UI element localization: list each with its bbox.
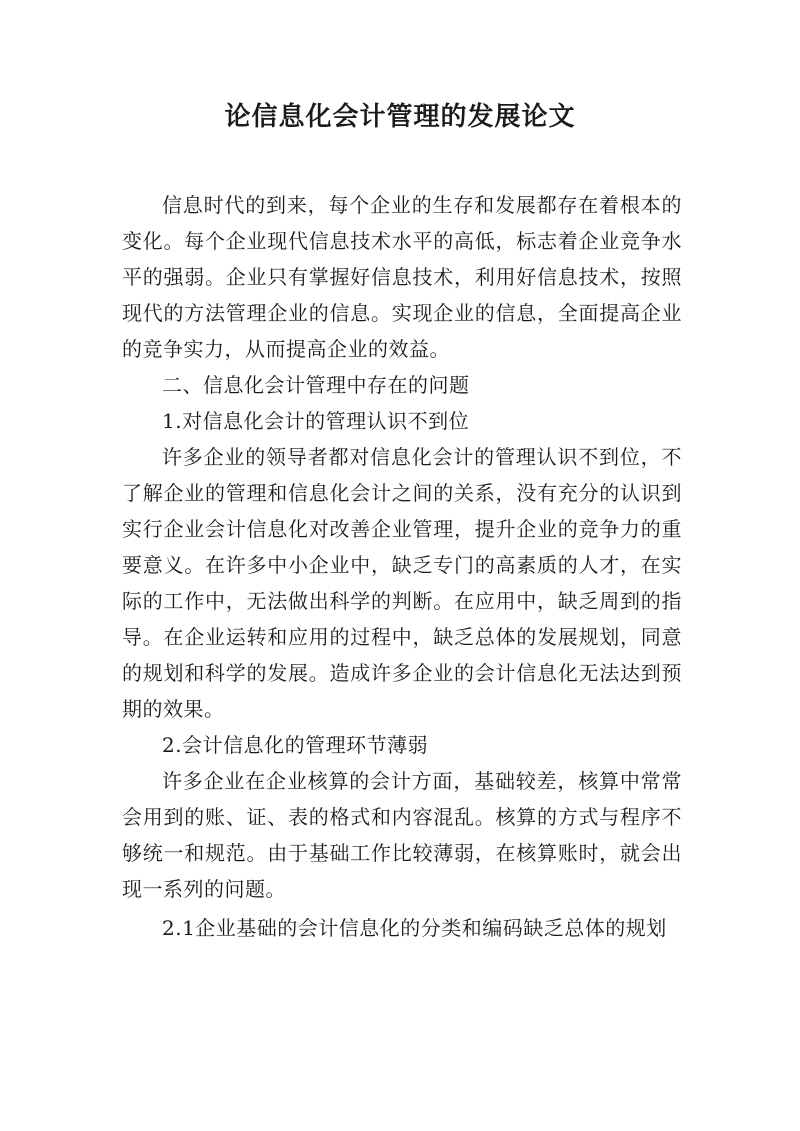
paragraph-management-weak: 许多企业在企业核算的会计方面，基础较差，核算中常常会用到的账、证、表的格式和内容混乱。核算的方式与程序不够统一和规范。由于基础工作比较薄弱，在核算账时，就会出现一系列的问题。: [122, 769, 682, 901]
subheading-classification-coding: 2.1企业基础的会计信息化的分类和编码缺乏总体的规划: [162, 916, 667, 940]
section-heading-problems: 二、信息化会计管理中存在的问题: [162, 373, 470, 397]
paragraph-intro: 信息时代的到来，每个企业的生存和发展都存在着根本的变化。每个企业现代信息技术水平的高低，标志着企业竞争水平的强弱。企业只有掌握好信息技术，利用好信息技术，按照现代的方法管理企业的信息。实现企业的信息，全面提高企业的竞争实力，从而提高企业的效益。: [122, 193, 682, 361]
document-body: [122, 187, 682, 946]
subheading-awareness: 1.对信息化会计的管理认识不到位: [162, 409, 470, 433]
document-title: 论信息化会计管理的发展论文: [224, 102, 576, 132]
subheading-management-weak: 2.会计信息化的管理环节薄弱: [162, 733, 429, 757]
paragraph-awareness: 许多企业的领导者都对信息化会计的管理认识不到位，不了解企业的管理和信息化会计之间的关系，没有充分的认识到实行企业会计信息化对改善企业管理，提升企业的竞争力的重要意义。在许多中小企业中，缺乏专门的高素质的人才，在实际的工作中，无法做出科学的判断。在应用中，缺乏周到的指导。在企业运转和应用的过程中，缺乏总体的发展规划，同意的规划和科学的发展。造成许多企业的会计信息化无法达到预期的效果。: [122, 445, 682, 721]
